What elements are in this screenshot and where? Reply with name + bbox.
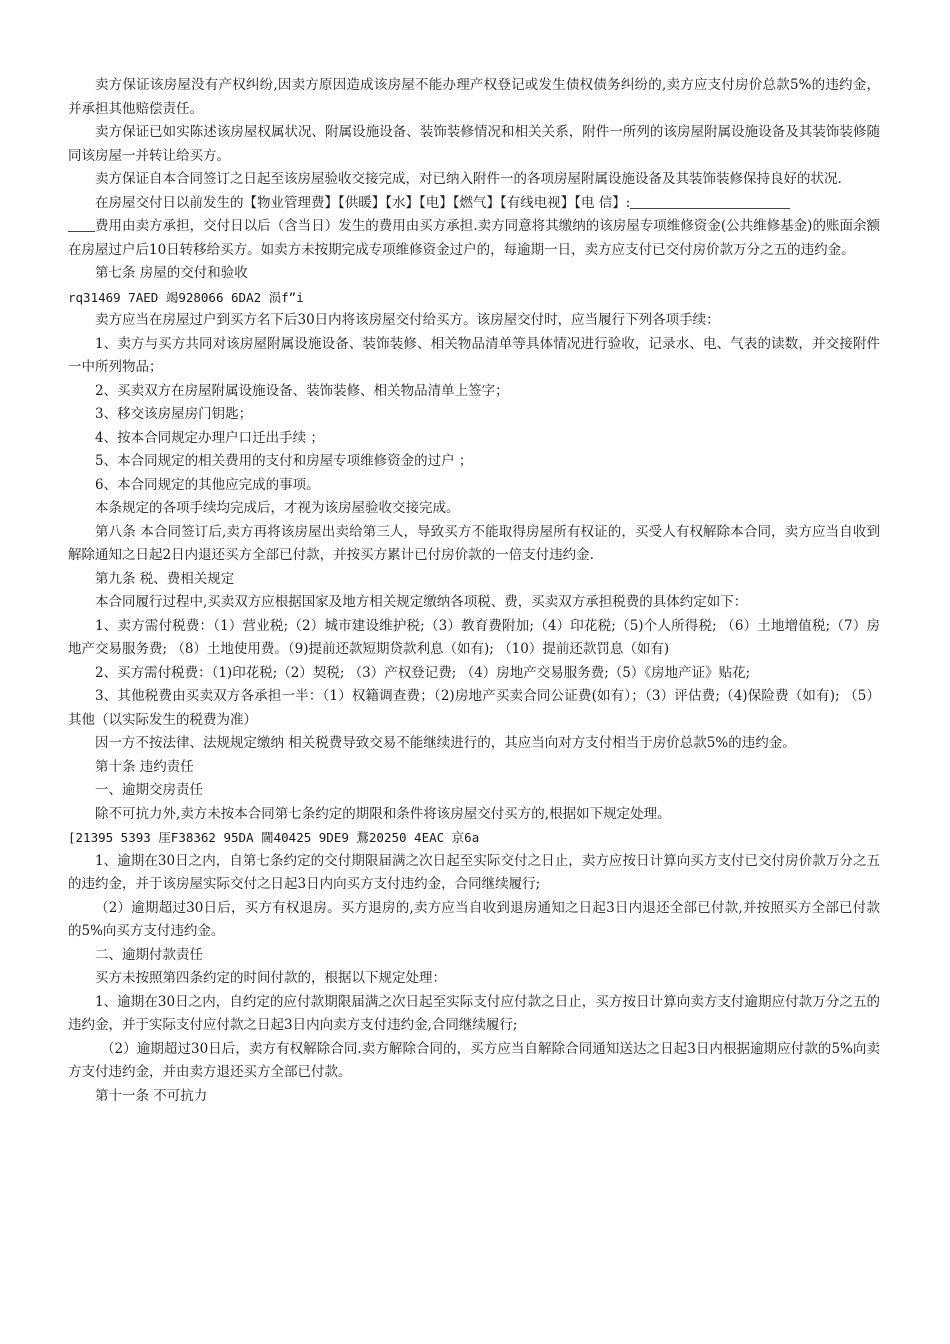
list-item-shared-taxes: 3、其他税费由买卖双方各承担一半：（1）权籍调查费；（2)房地产买卖合同公证费(如有）；（3）评估费;（4)保险费（如有); （5）其他（以实际发生的税费为准） bbox=[68, 688, 880, 728]
fill-in-blank-line bbox=[630, 194, 790, 209]
list-item-delivery-5: 5、本合同规定的相关费用的支付和房屋专项维修资金的过户 ； bbox=[95, 453, 473, 469]
list-item-delivery-4: 4、按本合同规定办理户口迁出手续 ； bbox=[95, 429, 324, 446]
garbled-code-line-2: [21395 5393 厓F38362 95DA 閫40425 9DE9 鶩20250 4EAC 京6a bbox=[68, 830, 480, 845]
list-item-late-delivery-1: 1、逾期在30日之内，自第七条约定的交付期限届满之次日起至实际交付之日止，卖方应按日计算向买方支付已交付房价款万分之五的违约金，并于该房屋实际交付之日起3日内向买方支付违约金，合同继续履行; bbox=[68, 852, 880, 892]
subheading-late-delivery: 一、逾期交房责任 bbox=[95, 782, 203, 798]
garbled-code-line-1: rq31469 7AED 竭928066 6DA2 涢f”i bbox=[68, 289, 304, 305]
list-item-late-payment-1: 1、逾期在30日之内，自约定的应付款期限届满之次日起至实际支付应付款之日止，买方按日计算向卖方支付逾期应付款万分之五的违约金，并于实际支付应付款之日起3日内向卖方支付违约金,合同继续履行; bbox=[68, 993, 880, 1033]
document-page bbox=[68, 74, 880, 1108]
heading-article-7: 第七条 房屋的交付和验收 bbox=[95, 265, 248, 281]
paragraph-seller-guarantee-title: 卖方保证该房屋没有产权纠纷,因卖方原因造成该房屋不能办理产权登记或发生债权债务纠纷的,卖方应支付房价总款5%的违约金，并承担其他赔偿责任。 bbox=[68, 77, 880, 117]
heading-article-10: 第十条 违约责任 bbox=[95, 758, 194, 775]
paragraph-seller-guarantee-condition: 卖方保证自本合同签订之日起至该房屋验收交接完成，对已纳入附件一的各项房屋附属设施设备及其装饰装修保持良好的状况. bbox=[95, 171, 842, 187]
paragraph-article-8: 第八条 本合同签订后,卖方再将该房屋出卖给第三人，导致买方不能取得房屋所有权证的，买受人有权解除本合同，卖方应当自收到解除通知之日起2日内退还买方全部已付款，并按买方累计已付房价款的一倍支付违约金. bbox=[68, 523, 880, 563]
list-item-seller-taxes: 1、卖方需付税费：（1）营业税;（2）城市建设维护税;（3）教育费附加;（4）印花税;（5)个人所得税; （6）土地增值税;（7）房地产交易服务费; （8）土地使用费。（9)提前还款短期贷款利息（如有); （10）提前还款罚息（如有) bbox=[68, 617, 880, 657]
paragraph-tax-intro: 本合同履行过程中,买卖双方应根据国家及地方相关规定缴纳各项税、费，买卖双方承担税费的具体约定如下： bbox=[95, 594, 748, 610]
list-item-delivery-6: 6、本合同规定的其他应完成的事项。 bbox=[95, 476, 320, 493]
fill-in-blank-line-short bbox=[68, 217, 95, 232]
subheading-late-payment: 二、逾期付款责任 bbox=[95, 946, 203, 963]
fees-before-delivery-text: 在房屋交付日以前发生的【物业管理费】【供暖】【水】【电】【燃气】【有线电视】【电 信】: bbox=[95, 194, 631, 211]
heading-article-9: 第九条 税、费相关规定 bbox=[95, 570, 235, 587]
paragraph-delivery-intro: 卖方应当在房屋过户到买方名下后30日内将该房屋交付给买方。该房屋交付时，应当履行下列各项手续： bbox=[95, 312, 720, 328]
list-item-buyer-taxes: 2、买方需付税费：（1)印花税;（2）契税; （3）产权登记费; （4）房地产交易服务费;（5）《房地产证》贴花; bbox=[95, 664, 751, 681]
paragraph-late-payment-intro: 买方未按照第四条约定的时间付款的，根据以下规定处理： bbox=[95, 970, 446, 986]
paragraph-fees-after-delivery bbox=[68, 215, 880, 262]
heading-article-11: 第十一条 不可抗力 bbox=[95, 1087, 208, 1104]
paragraph-seller-guarantee-facilities: 卖方保证已如实陈述该房屋权属状况、附属设施设备、装饰装修情况和相关关系，附件一所列的该房屋附属设施设备及其装饰装修随同该房屋一并转让给买方。 bbox=[68, 124, 880, 164]
paragraph-late-delivery-intro: 除不可抗力外,卖方未按本合同第七条约定的期限和条件将该房屋交付买方的,根据如下规定处理。 bbox=[95, 805, 671, 822]
paragraph-delivery-complete: 本条规定的各项手续均完成后，才视为该房屋验收交接完成。 bbox=[95, 500, 460, 516]
list-item-delivery-2: 2、买卖双方在房屋附属设施设备、装饰装修、相关物品清单上签字； bbox=[95, 382, 509, 399]
list-item-delivery-3: 3、移交该房屋房门钥匙； bbox=[95, 406, 253, 422]
list-item-late-delivery-2: （2）逾期超过30日后，买方有权退房。买方退房的,卖方应当自收到退房通知之日起3日内退还全部已付款,并按照买方全部已付款的5%向买方支付违约金。 bbox=[68, 899, 880, 939]
paragraph-fees-before-delivery bbox=[68, 192, 880, 216]
paragraph-tax-penalty: 因一方不按法律、法规规定缴纳 相关税费导致交易不能继续进行的，其应当向对方支付相当于房价总款5%的违约金。 bbox=[95, 735, 796, 751]
list-item-delivery-1: 1、卖方与买方共同对该房屋附属设施设备、装饰装修、相关物品清单等具体情况进行验收，记录水、电、气表的读数，并交接附件一中所列物品； bbox=[68, 335, 880, 375]
fees-after-delivery-text: 费用由卖方承担，交付日以后（含当日）发生的费用由买方承担.卖方同意将其缴纳的该房屋专项维修资金(公共维修基金)的账面余额在房屋过户后10日转移给买方。如卖方未按期完成专项维修资金过户的，每逾期一日，卖方应支付已交付房价款万分之五的违约金。 bbox=[68, 218, 880, 258]
list-item-late-payment-2: （2）逾期超过30日后，卖方有权解除合同.卖方解除合同的，买方应当自解除合同通知送达之日起3日内根据逾期应付款的5%向卖方支付违约金，并由卖方退还买方全部已付款。 bbox=[68, 1040, 880, 1080]
